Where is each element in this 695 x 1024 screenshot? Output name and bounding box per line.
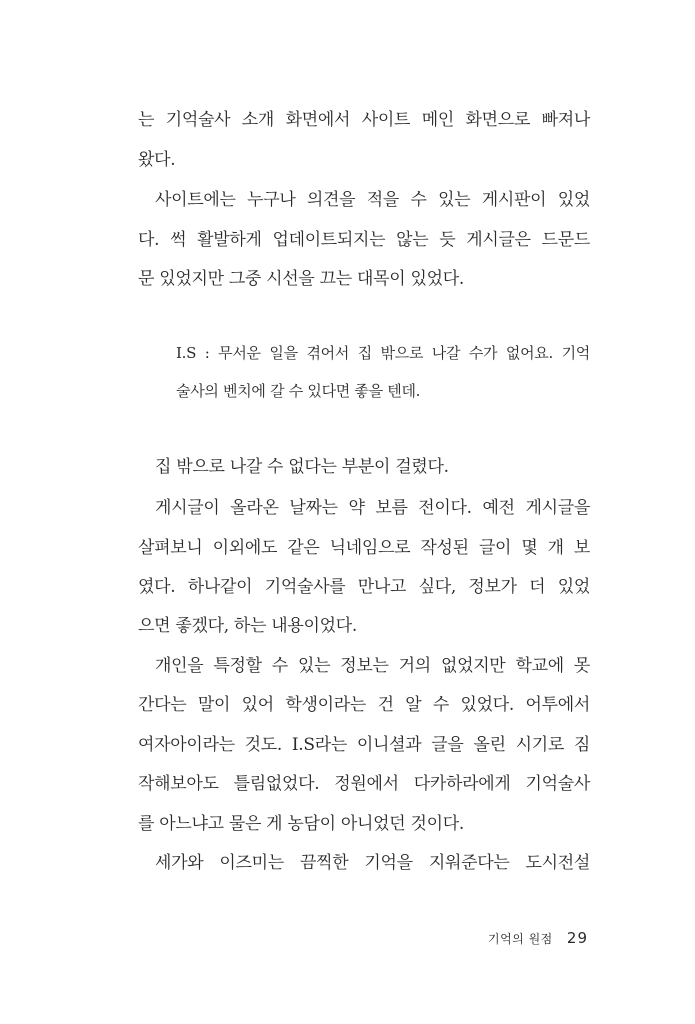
body-text-line: 문 있었지만 그중 시선을 끄는 대목이 있었다. (138, 269, 464, 289)
body-text-line: 간다는 말이 있어 학생이라는 건 알 수 있었다. 어투에서 (138, 695, 590, 715)
body-text-line: 집 밖으로 나갈 수 없다는 부분이 걸렸다. (155, 457, 449, 477)
running-title: 기억의 원점 (487, 932, 553, 946)
body-text-line: 는 기억술사 소개 화면에서 사이트 메인 화면으로 빠져나 (138, 110, 590, 130)
body-text-line: 게시글이 올라온 날짜는 약 보름 전이다. 예전 게시글을 (155, 498, 590, 518)
quoted-post-line: 술사의 벤치에 갈 수 있다면 좋을 텐데. (176, 382, 421, 400)
body-text-line: 살펴보니 이외에도 같은 닉네임으로 작성된 글이 몇 개 보 (138, 538, 590, 558)
body-text-line: 세가와 이즈미는 끔찍한 기억을 지워준다는 도시전설 (155, 853, 590, 873)
page-footer (488, 929, 588, 947)
body-text-line: 으면 좋겠다, 하는 내용이었다. (138, 616, 357, 636)
body-text-line: 였다. 하나같이 기억술사를 만나고 싶다, 정보가 더 있었 (138, 577, 590, 597)
body-text-line: 를 아느냐고 물은 게 농담이 아니었던 것이다. (138, 814, 464, 834)
body-text-line: 사이트에는 누구나 의견을 적을 수 있는 게시판이 있었 (155, 190, 590, 210)
body-text-line: 개인을 특정할 수 있는 정보는 거의 없었지만 학교에 못 (155, 656, 590, 676)
page-number: 29 (566, 929, 588, 947)
body-text-line: 작해보아도 틀림없었다. 정원에서 다카하라에게 기억술사 (138, 774, 590, 794)
body-text-line: 다. 썩 활발하게 업데이트되지는 않는 듯 게시글은 드문드 (138, 230, 590, 250)
quoted-post-line: I.S : 무서운 일을 겪어서 집 밖으로 나갈 수가 없어요. 기억 (176, 344, 590, 362)
body-text-line: 여자아이라는 것도. I.S라는 이니셜과 글을 올린 시기로 짐 (138, 735, 590, 755)
body-text-line: 왔다. (138, 150, 176, 170)
